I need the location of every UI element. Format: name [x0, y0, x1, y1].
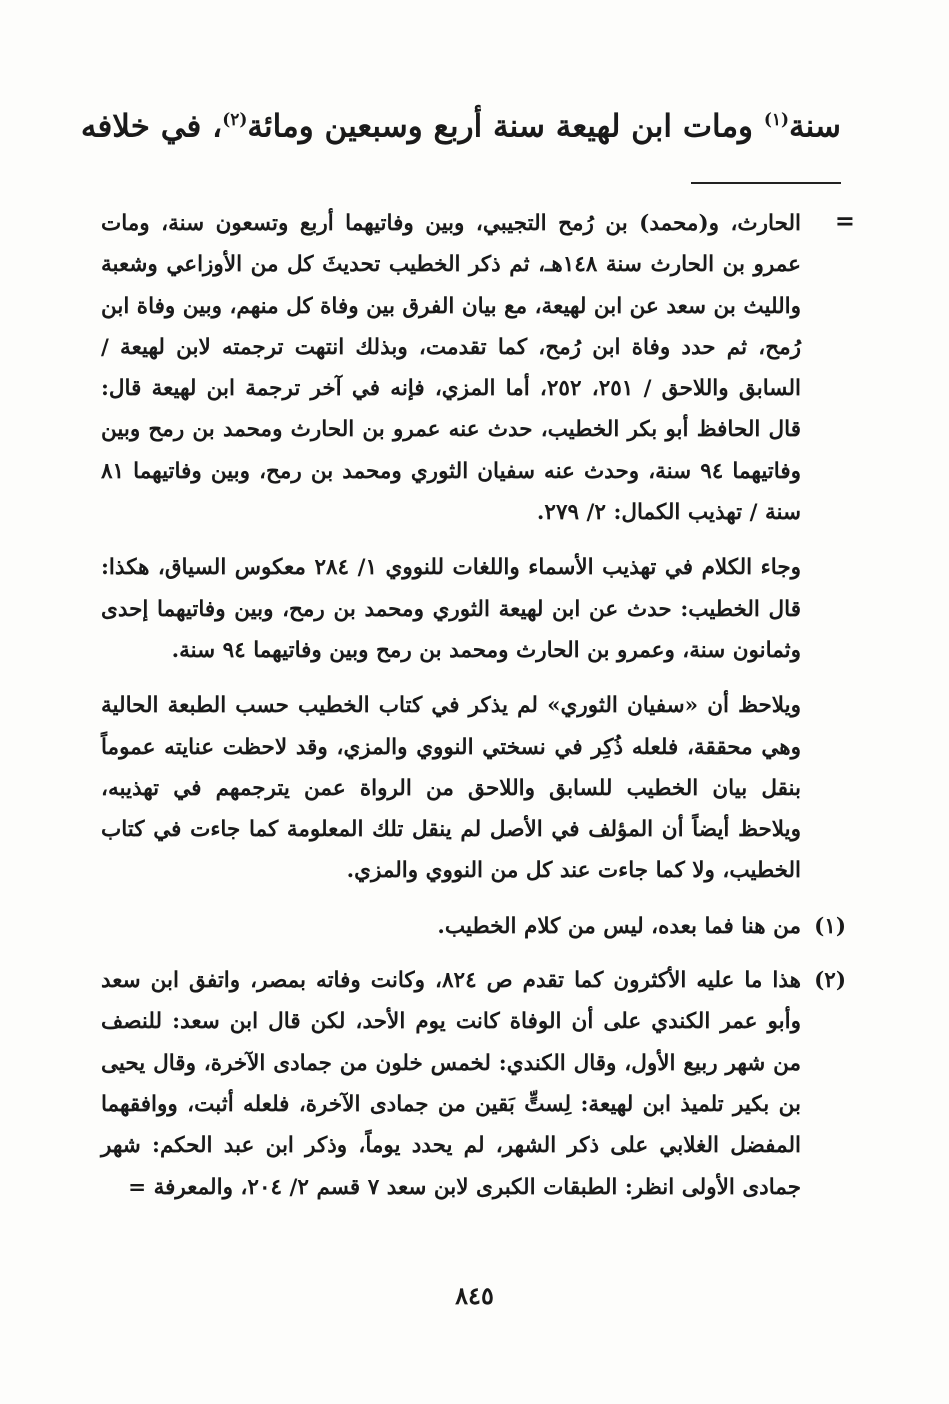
footnote-continued-paragraph: الحارث، و(محمد) بن رُمح التجيبي، وبين وفاتيهما أربع وتسعون سنة، ومات عمرو بن الحارث سنة ١٤٨هـ، ثم ذكر الخطيب تحديثَ كل من الأوزاعي وشعبة والليث بن سعد عن ابن لهيعة، مع بيان الفرق بين وفاة كل منهم، وبين وفاة ابن رُمح، ثم حدد وفاة ابن رُمح، كما تقدمت، وبذلك انتهت ترجمته لابن لهيعة / السابق واللاحق / ٢٥١، ٢٥٢، أما المزي، فإنه في آخر ترجمة ابن لهيعة قال: قال الحافظ أبو بكر الخطيب، حدث عنه عمرو بن الحارث ومحمد بن رمح وبين وفاتيهما ٩٤ سنة، وحدث عنه سفيان الثوري ومحمد بن رمح، وبين وفاتيهما ٨١ سنة / تهذيب الكمال: ٢/ ٢٧٩. [101, 211, 801, 526]
footnotes-section [101, 203, 846, 1221]
page-number: ٨٤٥ [455, 1281, 494, 1310]
main-text-start: سنة [789, 108, 841, 145]
footnote-separator [691, 182, 841, 184]
footnote-continued-paragraph: ويلاحظ أن «سفيان الثوري» لم يذكر في كتاب الخطيب حسب الطبعة الحالية وهي محققة، فلعله ذُكِر في نسختي النووي والمزي، وقد لاحظت عنايته عموماً بنقل بيان الخطيب للسابق واللاحق من الرواة عمن يترجمهم في تهذيبه، ويلاحظ أيضاً أن المؤلف في الأصل لم ينقل تلك المعلومة كما جاءت في كتاب الخطيب، ولا كما جاءت عند كل من النووي والمزي. [101, 693, 801, 884]
footnote-ref-1[interactable]: (١) [763, 110, 790, 130]
footnote-number: (١) [814, 913, 846, 939]
footnote-ref-2[interactable]: (٢) [222, 110, 248, 130]
footnote-2 [101, 960, 846, 1208]
main-text-line [80, 98, 841, 148]
footnote-number: (٢) [814, 968, 846, 994]
continuation-marker-trailing: = [128, 1174, 147, 1200]
footnote-text: من هنا فما بعده، ليس من كلام الخطيب. [437, 913, 801, 939]
footnote-text: هذا ما عليه الأكثرون كما تقدم ص ٨٢٤، وكانت وفاته بمصر، واتفق ابن سعد وأبو عمر الكندي على أن الوفاة كانت يوم الأحد، لكن قال ابن سعد: للنصف من شهر ربيع الأول، وقال الكندي: لخمس خلون من جمادى الآخرة، وقال يحيى بن بكير تلميذ ابن لهيعة: لِستٍّ بَقين من جمادى الآخرة، فلعله أثبت، ووافقهما المفضل الغلابي على ذكر الشهر، لم يحدد يوماً، وذكر ابن عبد الحكم: شهر جمادى الأولى انظر: الطبقات الكبرى لابن سعد ٧ قسم ٢/ ٢٠٤، والمعرفة [101, 968, 801, 1200]
main-text-middle: ومات ابن لهيعة سنة أربع وسبعين ومائة [247, 108, 764, 145]
footnote-continued-paragraph: وجاء الكلام في تهذيب الأسماء واللغات للنووي ١/ ٢٨٤ معكوس السياق، هكذا: قال الخطيب: حدث عن ابن لهيعة الثوري ومحمد بن رمح، وبين وفاتيهما إحدى وثمانون سنة، وعمرو بن الحارث ومحمد بن رمح وبين وفاتيهما ٩٤ سنة. [101, 555, 801, 663]
continuation-marker: = [834, 206, 855, 235]
main-text-end: ، في خلافه [80, 108, 223, 145]
footnote-1 [101, 906, 846, 947]
